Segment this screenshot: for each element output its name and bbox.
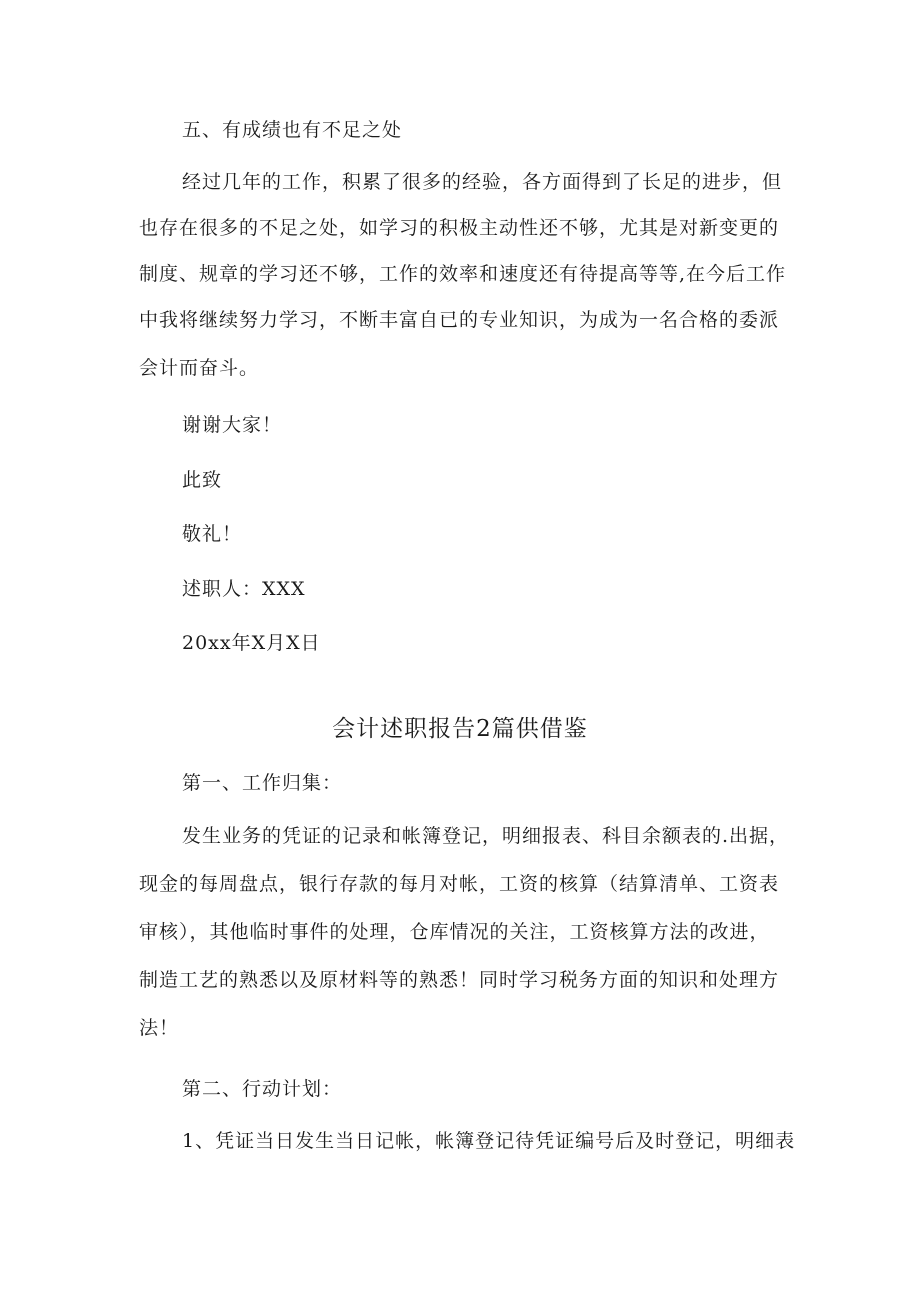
section-heading: 五、有成绩也有不足之处 [182,119,403,141]
list-item: 1、凭证当日发生当日记帐，帐簿登记待凭证编号后及时登记，明细表 [182,1130,796,1152]
paragraph-line: 也存在很多的不足之处，如学习的积极主动性还不够，尤其是对新变更的 [139,217,780,239]
closing-line: 此致 [182,469,223,491]
date-line: 20xx年X月X日 [182,632,321,654]
paragraph-line: 经过几年的工作，积累了很多的经验，各方面得到了长足的进步，但 [182,171,783,193]
signer-line: 述职人：XXX [182,578,306,600]
paragraph-line: 制度、规章的学习还不够，工作的效率和速度还有待提高等等,在今后工作 [139,263,787,285]
paragraph-line: 制造工艺的熟悉以及原材料等的熟悉！同时学习税务方面的知识和处理方 [139,969,780,991]
document-title: 会计述职报告2篇供借鉴 [332,716,588,742]
closing-line: 敬礼！ [182,523,243,545]
section-heading: 第一、工作归集： [182,772,343,794]
paragraph-line: 法！ [139,1017,180,1039]
paragraph-line: 现金的每周盘点，银行存款的每月对帐，工资的核算（结算清单、工资表 [139,873,780,895]
thanks-line: 谢谢大家！ [182,414,283,436]
paragraph-line: 中我将继续努力学习，不断丰富自已的专业知识，为成为一名合格的委派 [139,309,780,331]
paragraph-line: 审核），其他临时事件的处理，仓库情况的关注，工资核算方法的改进， [139,921,770,943]
paragraph-line: 发生业务的凭证的记录和帐簿登记，明细报表、科目余额表的.出据， [182,825,790,847]
paragraph-line: 会计而奋斗。 [139,357,260,379]
section-heading: 第二、行动计划： [182,1078,343,1100]
